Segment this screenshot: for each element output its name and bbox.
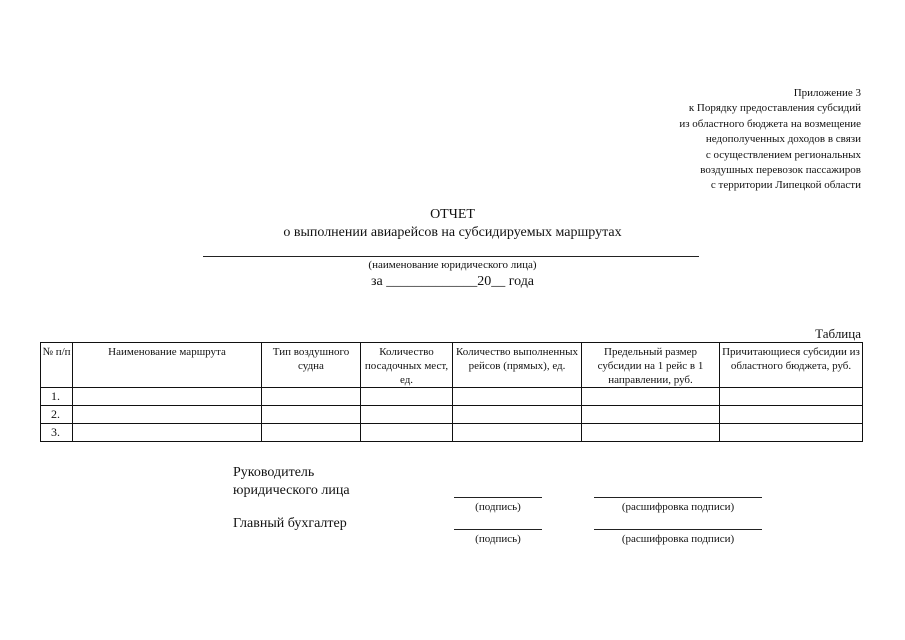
row-number: 3.: [41, 424, 73, 442]
table-cell: [582, 388, 720, 406]
head-label-line2: юридического лица: [233, 483, 350, 498]
table-cell: [720, 424, 863, 442]
head-signature-caption: (подпись): [475, 501, 521, 513]
appendix-block: [679, 86, 861, 194]
row-number: 1.: [41, 388, 73, 406]
table-cell: [453, 406, 582, 424]
table-cell: [73, 406, 262, 424]
row-number: 2.: [41, 406, 73, 424]
appendix-line: из областного бюджета на возмещение: [679, 117, 861, 130]
accountant-decoding-caption: (расшифровка подписи): [621, 533, 735, 545]
report-table: [40, 342, 863, 442]
head-signature-line: [454, 497, 542, 498]
head-label-line1: Руководитель: [233, 465, 315, 480]
head-decoding-caption: (расшифровка подписи): [621, 501, 735, 513]
table-cell: [73, 388, 262, 406]
appendix-line: к Порядку предоставления субсидий: [688, 102, 861, 115]
accountant-signature-caption: (подпись): [475, 533, 521, 545]
accountant-signature-line: [454, 529, 542, 530]
accountant-decoding-line: [594, 529, 762, 530]
report-subtitle: о выполнении авиарейсов на субсидируемых маршрутах: [283, 225, 622, 240]
table-cell: [453, 388, 582, 406]
table-label: Таблица: [815, 326, 861, 341]
head-decoding-line: [594, 497, 762, 498]
report-title: ОТЧЕТ: [430, 207, 475, 222]
header-seats: Количество посадочных мест, ед.: [361, 343, 453, 388]
table-row: [41, 388, 863, 406]
entity-name-line: [203, 256, 699, 257]
table-cell: [361, 406, 453, 424]
table-row: [41, 406, 863, 424]
header-due-subsidy: Причитающиеся субсидии из областного бюджета, руб.: [720, 343, 863, 388]
table-cell: [453, 424, 582, 442]
table-cell: [262, 424, 361, 442]
table-cell: [720, 388, 863, 406]
header-max-subsidy: Предельный размер субсидии на 1 рейс в 1 направлении, руб.: [582, 343, 720, 388]
table-cell: [361, 388, 453, 406]
header-aircraft-type: Тип воздушного судна: [262, 343, 361, 388]
header-flights: Количество выполненных рейсов (прямых), ед.: [453, 343, 582, 388]
table-row: [41, 424, 863, 442]
table-cell: [582, 424, 720, 442]
appendix-line: недополученных доходов в связи: [705, 133, 861, 146]
table-cell: [582, 406, 720, 424]
table-header-row: [41, 343, 863, 388]
appendix-line: с осуществлением региональных: [705, 148, 861, 161]
accountant-label: Главный бухгалтер: [233, 516, 347, 531]
header-route: Наименование маршрута: [73, 343, 262, 388]
table-cell: [262, 388, 361, 406]
entity-caption: (наименование юридического лица): [368, 259, 537, 271]
appendix-line: воздушных перевозок пассажиров: [700, 164, 861, 177]
appendix-line: Приложение 3: [793, 87, 861, 99]
appendix-line: с территории Липецкой области: [710, 179, 861, 192]
table-cell: [73, 424, 262, 442]
report-period: за _____________20__ года: [370, 274, 535, 289]
header-number: № п/п: [41, 343, 73, 388]
table-cell: [361, 424, 453, 442]
table-cell: [720, 406, 863, 424]
table-cell: [262, 406, 361, 424]
